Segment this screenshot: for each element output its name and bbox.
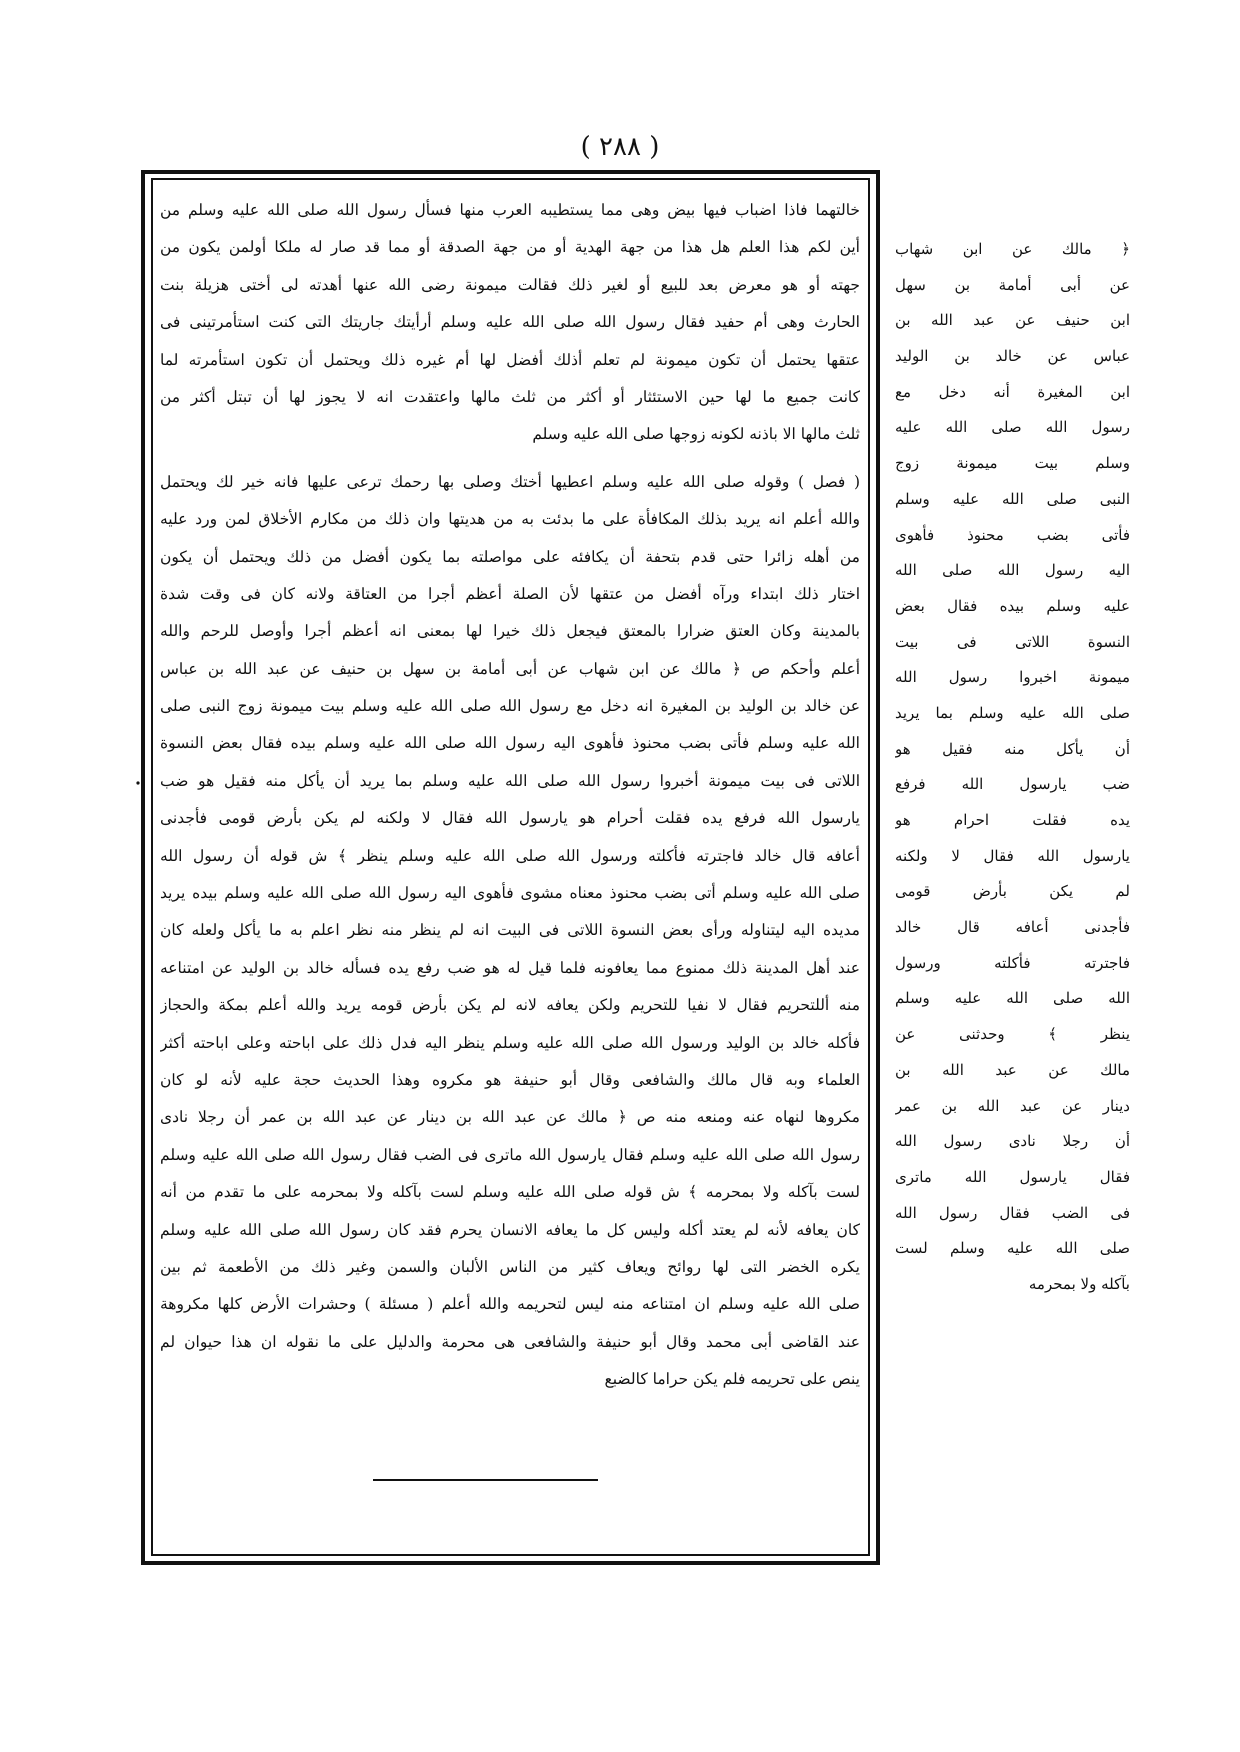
text-line: ( فصل ) وقوله صلى الله عليه وسلم اعطيها أختك وصلى بها رحمك ترعى عليها فانه خير لك ويحتمل bbox=[160, 472, 860, 491]
text-line: الله عليه وسلم فأتى بضب محنوذ فأهوى اليه رسول الله صلى الله عليه وسلم بيده فقال بعض النسوة bbox=[160, 734, 860, 753]
margin-tick-mark bbox=[135, 780, 141, 786]
margin-line: يده فقلت احرام هو bbox=[895, 811, 1130, 829]
margin-line: بآكله ولا بمحرمه bbox=[1028, 1274, 1130, 1293]
text-line: فأكله خالد بن الوليد ورسول الله صلى الله عليه وسلم ينظر اليه فدل ذلك على اباحته وعلى اباحته أكثر bbox=[160, 1033, 860, 1052]
text-line: والله أعلم انه يريد بذلك المكافأة على ما بدئت به من هديتها وان ذلك من مكارم الأخلاق لمن ورد عليه bbox=[160, 510, 860, 529]
margin-line: ضب يارسول الله فرفع bbox=[895, 775, 1130, 794]
margin-line: رسول الله صلى الله عليه bbox=[895, 418, 1130, 437]
text-line: اختار ذلك ابتداء ورآه أفضل من عتقها لأن الصلة أعظم أجرا من العتاقة ولانه كان فى وقت شدة bbox=[160, 584, 860, 603]
text-line: يارسول الله فرفع يده فقلت أحرام هو يارسول الله فقال لا ولكنه لم يكن بأرض قومى فأجدنى bbox=[160, 809, 860, 828]
paragraph-1 bbox=[160, 192, 860, 454]
text-line: اللاتى فى بيت ميمونة أخبروا رسول الله صلى الله عليه وسلم بما يريد أن يأكل منه فقيل هو ضب bbox=[160, 771, 860, 790]
page-number: ( ٢٨٨ ) bbox=[580, 132, 660, 162]
margin-line: ابن حنيف عن عبد الله بن bbox=[895, 311, 1130, 330]
text-line: أعلم وأحكم ص ﴿ مالك عن ابن شهاب عن أبى أمامة بن سهل بن حنيف عن عبد الله بن عباس bbox=[160, 659, 860, 678]
text-line: العلماء وبه قال مالك والشافعى وقال أبو حنيفة هو مكروه وهذا الحديث حجة عليه لأنه لو كان bbox=[160, 1070, 860, 1089]
margin-line: اليه رسول الله صلى الله bbox=[895, 561, 1130, 580]
margin-line: لم يكن بأرض قومى bbox=[895, 882, 1130, 901]
text-line: صلى الله عليه وسلم أتى بضب محنوذ معناه مشوى فأهوى اليه رسول الله صلى الله عليه وسلم بيده يريد bbox=[160, 884, 860, 903]
text-line: جهته أو هو معرض بعد للبيع أو لغير ذلك فقالت ميمونة رضى الله عنها أهدته لى أختى هزيلة بنت bbox=[160, 275, 860, 294]
text-line: صلى الله عليه وسلم ان امتناعه منه ليس لتحريمه والله أعلم ( مسئلة ) وحشرات الأرض كلها مكروهة bbox=[160, 1295, 860, 1314]
paragraph-2 bbox=[160, 464, 860, 1399]
text-line: رسول الله صلى الله عليه وسلم فقال يارسول الله ماترى فى الضب فقال رسول الله صلى الله عليه وسلم bbox=[160, 1145, 860, 1164]
text-line: بالمدينة وكان العتق ضرارا بالمعتق فيجعل ذلك خيرا لها بمعنى انه أعظم أجرا وأوصل للرحم والله bbox=[160, 622, 860, 641]
margin-line: ﴿ مالك عن ابن شهاب bbox=[895, 240, 1130, 258]
text-line: مديده اليه ليتناوله ورأى بعض النسوة اللاتى فى البيت انه لم ينظر منه نظر اعلم به ما يأكل ولعله كان bbox=[160, 921, 860, 940]
margin-line: فقال يارسول الله ماترى bbox=[895, 1167, 1130, 1186]
margin-line: ميمونة اخبروا رسول الله bbox=[895, 668, 1130, 687]
margin-line: عباس عن خالد بن الوليد bbox=[895, 347, 1130, 366]
margin-line: وسلم بيت ميمونة زوج bbox=[895, 454, 1130, 473]
text-line: يكره الخضر التى لها روائح ويعاف كثير من الناس الألبان والسمن وغير ذلك من الأطعمة ثم بين bbox=[160, 1257, 860, 1276]
text-line: ينص على تحريمه فلم يكن حراما كالضبع bbox=[604, 1370, 860, 1389]
margin-line: أن يأكل منه فقيل هو bbox=[895, 739, 1130, 758]
text-line: منه أللتحريم فقال لا نفيا للتحريم ولكن يعافه لانه لم يكن بأرض قومه يريد والله أعلم بمكة والحجاز bbox=[160, 996, 860, 1015]
margin-line: ابن المغيرة أنه دخل مع bbox=[895, 382, 1130, 401]
text-line: عند أهل المدينة ذلك ممنوع مما يعافونه فلما قيل له هو ضب رفع يده فسأله خالد بن الوليد عن امتناعه bbox=[160, 958, 860, 977]
margin-text-block bbox=[895, 232, 1130, 1303]
margin-line: دينار عن عبد الله بن عمر bbox=[895, 1096, 1130, 1115]
text-line: عند القاضى أبى محمد وقال أبو حنيفة والشافعى هى محرمة والدليل على ما نقوله ان هذا حيوان لم bbox=[160, 1332, 860, 1351]
margin-line: فأجدنى أعافه قال خالد bbox=[895, 918, 1130, 937]
text-line: عن خالد بن الوليد بن المغيرة انه دخل مع رسول الله صلى الله عليه وسلم بيت ميمونة زوج النبى صلى bbox=[160, 697, 860, 716]
text-line: الحارث وهى أم حفيد فقال رسول الله صلى الله عليه وسلم أرأيتك جاريتك التى كنت استأمرتينى فى bbox=[160, 313, 860, 332]
text-line: عتقها يحتمل أن تكون ميمونة لم تعلم أذلك أفضل لها أم غيره ذلك ويحتمل أن تكون استأمرته لما bbox=[160, 350, 860, 369]
margin-line: فأتى بضب محنوذ فأهوى bbox=[895, 525, 1130, 544]
margin-line: عليه وسلم بيده فقال بعض bbox=[895, 596, 1130, 615]
margin-line: فى الضب فقال رسول الله bbox=[895, 1203, 1130, 1222]
paragraph-gap bbox=[160, 454, 860, 464]
main-text-block bbox=[160, 192, 860, 1399]
text-line: كان يعافه لأنه لم يعتد أكله وليس كل ما يعافه الانسان يحرم فقد كان رسول الله صلى الله عليه وسلم bbox=[160, 1220, 860, 1239]
text-line: كانت جميع ما لها حين الاستئثار أو أكثر من ثلث مالها واعتقدت انه لا يجوز لها أن تبتل أكثر من bbox=[160, 387, 860, 406]
margin-line: مالك عن عبد الله بن bbox=[895, 1060, 1130, 1079]
text-line: من أهله زائرا حتى قدم بتحفة أن يكافئه على مواصلته بما يكون أفضل من ذلك ويحتمل أن يكون bbox=[160, 547, 860, 566]
text-line: لست بآكله ولا بمحرمه ﴾ ش قوله صلى الله عليه وسلم لست بآكله ولا بمحرمه على ما تقدم من أنه bbox=[160, 1183, 860, 1202]
margin-line: صلى الله عليه وسلم لست bbox=[895, 1239, 1130, 1258]
text-line: خالتهما فاذا اضباب فيها بيض وهى مما يستطيبه العرب منها فسأل رسول الله صلى الله عليه وسلم من bbox=[160, 201, 860, 219]
margin-line: صلى الله عليه وسلم بما يريد bbox=[895, 703, 1130, 722]
margin-line: عن أبى أمامة بن سهل bbox=[895, 275, 1130, 294]
margin-line: النبى صلى الله عليه وسلم bbox=[895, 489, 1130, 508]
end-rule bbox=[373, 1479, 598, 1481]
margin-line: أن رجلا نادى رسول الله bbox=[895, 1132, 1130, 1151]
text-line: أين لكم هذا العلم هل هذا من جهة الهدية أو من جهة الصدقة أو مما قد صار له ملكا أولمن يكون من bbox=[160, 238, 860, 257]
margin-line: النسوة اللاتى فى بيت bbox=[895, 632, 1130, 651]
margin-line: فاجترته فأكلته ورسول bbox=[895, 953, 1130, 972]
margin-line: الله صلى الله عليه وسلم bbox=[895, 989, 1130, 1008]
text-line: أعافه قال خالد فاجترته فأكلته ورسول الله صلى الله عليه وسلم ينظر ﴾ ش قوله أن رسول الله bbox=[160, 846, 860, 865]
text-line: مكروها لنهاه عنه ومنعه منه ص ﴿ مالك عن عبد الله بن دينار عن عبد الله بن عمر أن رجلا نادى bbox=[160, 1108, 860, 1127]
text-line: ثلث مالها الا باذنه لكونه زوجها صلى الله عليه وسلم bbox=[532, 425, 860, 444]
margin-line: يارسول الله فقال لا ولكنه bbox=[895, 846, 1130, 865]
margin-line: ينظر ﴾ وحدثنى عن bbox=[895, 1025, 1130, 1044]
